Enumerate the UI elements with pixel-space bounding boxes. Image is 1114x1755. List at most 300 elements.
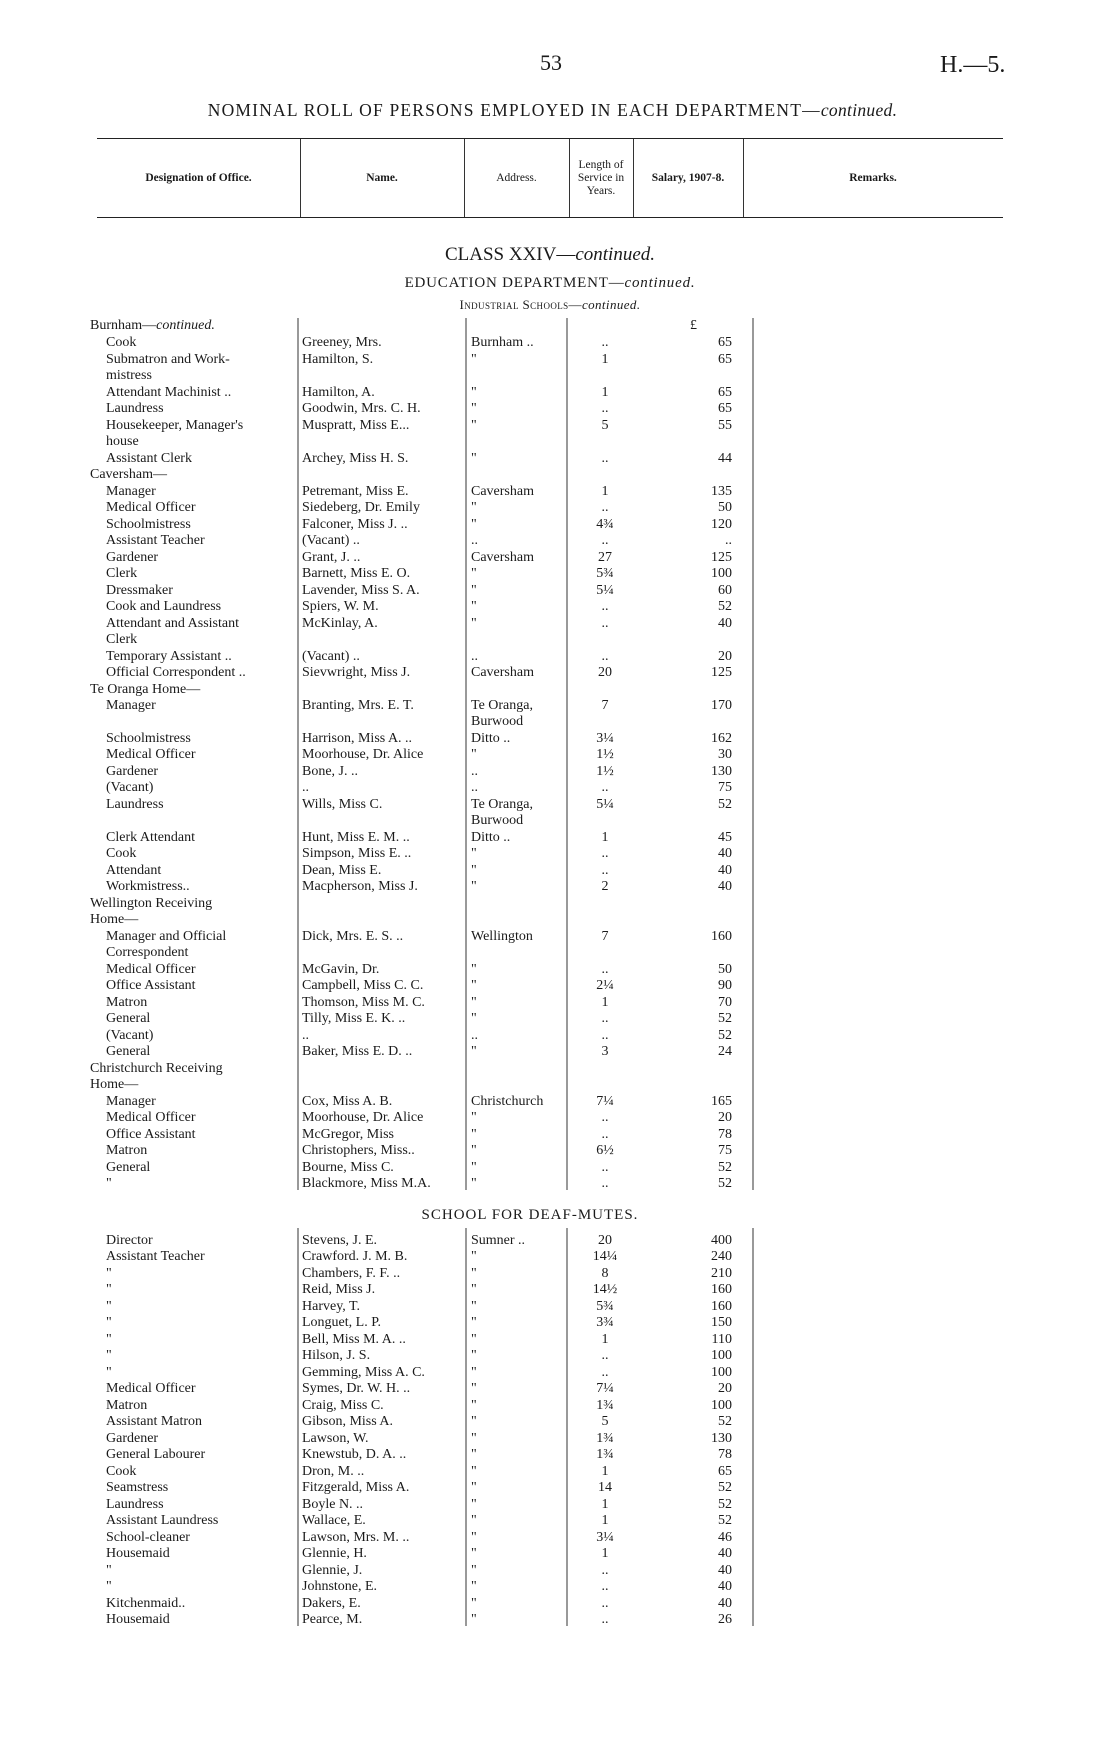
service-cell: 14½ — [592, 1282, 618, 1297]
name-cell: Cox, Miss A. B. — [302, 1094, 393, 1109]
address-cell: " — [471, 1480, 477, 1495]
designation-cell: Attendant and Assistant — [106, 616, 239, 631]
table-row — [0, 813, 1114, 830]
name-cell: Wills, Miss C. — [302, 797, 383, 812]
name-cell: Thomson, Miss M. C. — [302, 995, 425, 1010]
address-cell: " — [471, 451, 477, 466]
salary-cell: 40 — [718, 846, 732, 861]
table-row — [0, 830, 1114, 847]
designation-cell: Cook — [106, 846, 137, 861]
name-cell: McGregor, Miss — [302, 1127, 394, 1142]
table-row — [0, 1266, 1114, 1283]
designation-cell: Workmistress.. — [106, 879, 190, 894]
service-cell: 1¾ — [596, 1398, 614, 1413]
designation-cell: Temporary Assistant .. — [106, 649, 232, 664]
designation-cell: Matron — [106, 995, 148, 1010]
salary-cell: 160 — [711, 1299, 732, 1314]
designation-cell: Burnham—continued. — [90, 318, 215, 333]
header-remarks: Remarks. — [849, 171, 897, 184]
service-cell: 7¼ — [596, 1381, 614, 1396]
name-cell: Reid, Miss J. — [302, 1282, 376, 1297]
service-cell: 3¾ — [596, 1315, 614, 1330]
designation-cell: Wellington Receiving — [90, 896, 213, 911]
address-cell: " — [471, 1563, 477, 1578]
table-row — [0, 632, 1114, 649]
address-cell: " — [471, 1596, 477, 1611]
table-row — [0, 978, 1114, 995]
name-cell: Sievwright, Miss J. — [302, 665, 411, 680]
service-cell: .. — [601, 599, 609, 614]
service-cell: .. — [601, 846, 609, 861]
designation-cell: Assistant Teacher — [106, 1249, 205, 1264]
sub-heading: Industrial Schools—continued. — [459, 297, 641, 312]
designation-cell: General — [106, 1160, 151, 1175]
service-cell: .. — [601, 1596, 609, 1611]
address-cell: " — [471, 1612, 477, 1627]
table-row — [0, 912, 1114, 929]
service-cell: 1 — [601, 385, 609, 400]
address-cell: " — [471, 1447, 477, 1462]
service-cell: 14¼ — [592, 1249, 618, 1264]
table-row — [0, 517, 1114, 534]
table-row — [0, 682, 1114, 699]
service-cell: 7¼ — [596, 1094, 614, 1109]
table-row — [0, 599, 1114, 616]
header-name: Name. — [366, 171, 398, 184]
name-cell: Barnett, Miss E. O. — [302, 566, 411, 581]
address-cell: Sumner .. — [471, 1233, 526, 1248]
address-cell: Ditto .. — [471, 830, 511, 845]
service-cell: 7 — [601, 929, 609, 944]
table-row — [0, 1447, 1114, 1464]
service-cell: .. — [601, 1348, 609, 1363]
name-cell: Branting, Mrs. E. T. — [302, 698, 414, 713]
designation-cell: " — [106, 1176, 112, 1191]
salary-cell: 45 — [718, 830, 732, 845]
salary-cell: 78 — [718, 1127, 732, 1142]
table-row — [0, 335, 1114, 352]
name-cell: Tilly, Miss E. K. .. — [302, 1011, 406, 1026]
salary-cell: 160 — [711, 929, 732, 944]
designation-cell: " — [106, 1332, 112, 1347]
service-cell: .. — [601, 401, 609, 416]
table-row — [0, 929, 1114, 946]
table-row — [0, 1596, 1114, 1613]
table-row — [0, 385, 1114, 402]
salary-cell: 135 — [711, 484, 732, 499]
table-row — [0, 896, 1114, 913]
salary-cell: 52 — [718, 1011, 732, 1026]
table-row — [0, 665, 1114, 682]
address-cell: Burnham .. — [471, 335, 534, 350]
designation-cell: " — [106, 1348, 112, 1363]
designation-cell: Medical Officer — [106, 500, 196, 515]
name-cell: Petremant, Miss E. — [302, 484, 409, 499]
name-cell: Johnstone, E. — [302, 1579, 378, 1594]
address-cell: " — [471, 1497, 477, 1512]
designation-cell: General — [106, 1044, 151, 1059]
header-length-of-service: Length of Service in Years. — [577, 158, 625, 197]
table-row — [0, 1497, 1114, 1514]
salary-cell: 78 — [718, 1447, 732, 1462]
service-cell: 8 — [601, 1266, 609, 1281]
address-cell: " — [471, 1381, 477, 1396]
service-cell: 5¾ — [596, 566, 614, 581]
designation-cell: " — [106, 1315, 112, 1330]
salary-cell: 65 — [718, 1464, 732, 1479]
address-cell: " — [471, 1249, 477, 1264]
table-row — [0, 1365, 1114, 1382]
salary-cell: 40 — [718, 1596, 732, 1611]
designation-cell: Caversham— — [90, 467, 167, 482]
table-row — [0, 1249, 1114, 1266]
designation-cell: Submatron and Work- — [106, 352, 230, 367]
address-cell: " — [471, 1127, 477, 1142]
salary-cell: 400 — [711, 1233, 732, 1248]
table-row — [0, 1579, 1114, 1596]
service-cell: 5 — [601, 418, 609, 433]
service-cell: 3¼ — [596, 731, 614, 746]
name-cell: Bell, Miss M. A. .. — [302, 1332, 406, 1347]
designation-cell: Home— — [90, 912, 139, 927]
name-cell: Bone, J. .. — [302, 764, 358, 779]
service-cell: .. — [601, 1011, 609, 1026]
address-cell: Wellington — [471, 929, 533, 944]
table-row — [0, 1612, 1114, 1629]
name-cell: Lawson, W. — [302, 1431, 369, 1446]
service-cell: 6½ — [596, 1143, 614, 1158]
service-cell: .. — [601, 780, 609, 795]
designation-cell: Attendant — [106, 863, 162, 878]
address-cell: Caversham — [471, 484, 534, 499]
salary-cell: 100 — [711, 1398, 732, 1413]
name-cell: Glennie, H. — [302, 1546, 367, 1561]
name-cell: (Vacant) .. — [302, 533, 360, 548]
designation-cell: Manager — [106, 698, 156, 713]
name-cell: Hamilton, A. — [302, 385, 375, 400]
table-row — [0, 1315, 1114, 1332]
designation-cell: Dressmaker — [106, 583, 173, 598]
address-cell: " — [471, 1431, 477, 1446]
designation-cell: Housekeeper, Manager's — [106, 418, 244, 433]
table-row — [0, 484, 1114, 501]
designation-cell: Cook and Laundress — [106, 599, 222, 614]
name-cell: Bourne, Miss C. — [302, 1160, 394, 1175]
address-cell: Te Oranga, — [471, 698, 533, 713]
salary-cell: 52 — [718, 599, 732, 614]
address-cell: " — [471, 1143, 477, 1158]
service-cell: 1 — [601, 1464, 609, 1479]
salary-cell: 160 — [711, 1282, 732, 1297]
designation-cell: Seamstress — [106, 1480, 169, 1495]
table-row — [0, 995, 1114, 1012]
table-row — [0, 698, 1114, 715]
address-cell: " — [471, 1414, 477, 1429]
designation-cell: Assistant Matron — [106, 1414, 203, 1429]
table-row — [0, 1282, 1114, 1299]
designation-cell: " — [106, 1579, 112, 1594]
address-cell: Burwood — [471, 813, 524, 828]
name-cell: Hilson, J. S. — [302, 1348, 371, 1363]
name-cell: Greeney, Mrs. — [302, 335, 382, 350]
designation-cell: General — [106, 1011, 151, 1026]
address-cell: " — [471, 599, 477, 614]
service-cell: 3 — [601, 1044, 609, 1059]
name-cell: Knewstub, D. A. .. — [302, 1447, 407, 1462]
name-cell: Christophers, Miss.. — [302, 1143, 415, 1158]
address-cell: " — [471, 1160, 477, 1175]
address-cell: " — [471, 1579, 477, 1594]
address-cell: " — [471, 500, 477, 515]
salary-cell: 110 — [711, 1332, 732, 1347]
salary-cell: 40 — [718, 616, 732, 631]
table-row — [0, 1563, 1114, 1580]
service-cell: 4¾ — [596, 517, 614, 532]
table-row — [0, 550, 1114, 567]
address-cell: " — [471, 1266, 477, 1281]
name-cell: Wallace, E. — [302, 1513, 366, 1528]
service-cell: .. — [601, 335, 609, 350]
table-row — [0, 352, 1114, 369]
salary-cell: 40 — [718, 879, 732, 894]
service-cell: 3¼ — [596, 1530, 614, 1545]
service-cell: 1¾ — [596, 1447, 614, 1462]
address-cell: " — [471, 566, 477, 581]
designation-cell: Housemaid — [106, 1546, 170, 1561]
table-row — [0, 1160, 1114, 1177]
designation-cell: Assistant Clerk — [106, 451, 192, 466]
service-cell: 1 — [601, 830, 609, 845]
salary-cell: 20 — [718, 1110, 732, 1125]
address-cell: Christchurch — [471, 1094, 544, 1109]
service-cell: 5¼ — [596, 583, 614, 598]
service-cell: 1 — [601, 1332, 609, 1347]
address-cell: " — [471, 583, 477, 598]
salary-cell: 165 — [711, 1094, 732, 1109]
salary-cell: 52 — [718, 1497, 732, 1512]
designation-cell: Correspondent — [106, 945, 189, 960]
table-row — [0, 1431, 1114, 1448]
table-row — [0, 1546, 1114, 1563]
name-cell: Baker, Miss E. D. .. — [302, 1044, 413, 1059]
address-cell: " — [471, 962, 477, 977]
name-cell: Archey, Miss H. S. — [302, 451, 409, 466]
address-cell: Caversham — [471, 550, 534, 565]
address-cell: " — [471, 978, 477, 993]
name-cell: Gibson, Miss A. — [302, 1414, 394, 1429]
name-cell: Harrison, Miss A. .. — [302, 731, 413, 746]
address-cell: " — [471, 1332, 477, 1347]
address-cell: .. — [471, 764, 478, 779]
service-cell: 5 — [601, 1414, 609, 1429]
salary-cell: 52 — [718, 797, 732, 812]
salary-cell: 40 — [718, 863, 732, 878]
salary-cell: 130 — [711, 1431, 732, 1446]
service-cell: .. — [601, 1160, 609, 1175]
address-cell: " — [471, 385, 477, 400]
name-cell: Boyle N. .. — [302, 1497, 364, 1512]
header-salary: Salary, 1907-8. — [651, 171, 725, 184]
service-cell: .. — [601, 1110, 609, 1125]
service-cell: .. — [601, 1028, 609, 1043]
salary-cell: 210 — [711, 1266, 732, 1281]
table-row — [0, 1464, 1114, 1481]
table-row — [0, 368, 1114, 385]
salary-cell: 20 — [718, 649, 732, 664]
salary-cell: 162 — [711, 731, 732, 746]
service-cell: .. — [601, 1579, 609, 1594]
name-cell: Campbell, Miss C. C. — [302, 978, 424, 993]
table-row — [0, 533, 1114, 550]
salary-cell: 46 — [718, 1530, 732, 1545]
table-row — [0, 747, 1114, 764]
table-row — [0, 616, 1114, 633]
name-cell: Longuet, L. P. — [302, 1315, 381, 1330]
service-cell: 1½ — [596, 747, 614, 762]
class-heading: CLASS XXIV—continued. — [444, 244, 656, 265]
salary-cell: 75 — [718, 1143, 732, 1158]
salary-cell: 100 — [711, 1348, 732, 1363]
address-cell: .. — [471, 533, 478, 548]
address-cell: Caversham — [471, 665, 534, 680]
designation-cell: Manager and Official — [106, 929, 227, 944]
designation-cell: Medical Officer — [106, 962, 196, 977]
name-cell: Dakers, E. — [302, 1596, 361, 1611]
designation-cell: Laundress — [106, 1497, 164, 1512]
name-cell: Stevens, J. E. — [302, 1233, 378, 1248]
designation-cell: (Vacant) — [106, 1028, 154, 1043]
table-row — [0, 863, 1114, 880]
table-row — [0, 1348, 1114, 1365]
name-cell: Dean, Miss E. — [302, 863, 382, 878]
salary-cell: 50 — [718, 962, 732, 977]
table-row — [0, 467, 1114, 484]
address-cell: .. — [471, 649, 478, 664]
service-cell: 2 — [601, 879, 609, 894]
name-cell: Craig, Miss C. — [302, 1398, 384, 1413]
name-cell: Grant, J. .. — [302, 550, 361, 565]
table-row — [0, 566, 1114, 583]
salary-cell: 24 — [718, 1044, 732, 1059]
address-cell: " — [471, 1176, 477, 1191]
service-cell: 1¾ — [596, 1431, 614, 1446]
service-cell: .. — [601, 1127, 609, 1142]
designation-cell: house — [106, 434, 139, 449]
address-cell: " — [471, 863, 477, 878]
salary-cell: 120 — [711, 517, 732, 532]
service-cell: 27 — [598, 550, 612, 565]
salary-cell: 240 — [711, 1249, 732, 1264]
table-row — [0, 1077, 1114, 1094]
table-row — [0, 401, 1114, 418]
name-cell: Fitzgerald, Miss A. — [302, 1480, 410, 1495]
address-cell: " — [471, 1513, 477, 1528]
address-cell: " — [471, 1464, 477, 1479]
salary-cell: 125 — [711, 665, 732, 680]
table-row — [0, 1414, 1114, 1431]
table-row — [0, 731, 1114, 748]
designation-cell: Schoolmistress — [106, 517, 191, 532]
table-row — [0, 945, 1114, 962]
salary-cell: 52 — [718, 1028, 732, 1043]
designation-cell: " — [106, 1266, 112, 1281]
address-cell: Burwood — [471, 714, 524, 729]
salary-cell: 26 — [718, 1612, 732, 1627]
name-cell: Siedeberg, Dr. Emily — [302, 500, 420, 515]
service-cell: 1 — [601, 995, 609, 1010]
address-cell: " — [471, 1011, 477, 1026]
designation-cell: Home— — [90, 1077, 139, 1092]
name-cell: .. — [302, 1028, 309, 1043]
service-cell: 5¼ — [596, 797, 614, 812]
service-cell: .. — [601, 1612, 609, 1627]
table-row — [0, 1332, 1114, 1349]
name-cell: Dron, M. .. — [302, 1464, 365, 1479]
designation-cell: Medical Officer — [106, 1110, 196, 1125]
address-cell: " — [471, 1044, 477, 1059]
table-row — [0, 583, 1114, 600]
table-row — [0, 1110, 1114, 1127]
table-row — [0, 500, 1114, 517]
designation-cell: Laundress — [106, 401, 164, 416]
address-cell: Te Oranga, — [471, 797, 533, 812]
name-cell: Spiers, W. M. — [302, 599, 379, 614]
address-cell: " — [471, 1299, 477, 1314]
salary-cell: 40 — [718, 1546, 732, 1561]
address-cell: " — [471, 616, 477, 631]
table-row — [0, 1127, 1114, 1144]
salary-cell: 130 — [711, 764, 732, 779]
designation-cell: Laundress — [106, 797, 164, 812]
salary-cell: 60 — [718, 583, 732, 598]
designation-cell: " — [106, 1365, 112, 1380]
name-cell: Harvey, T. — [302, 1299, 361, 1314]
salary-cell: 150 — [711, 1315, 732, 1330]
service-cell: 20 — [598, 665, 612, 680]
section-heading-deaf-mutes: SCHOOL FOR DEAF-MUTES. — [421, 1207, 639, 1223]
page-title: NOMINAL ROLL OF PERSONS EMPLOYED IN EACH DEPARTMENT—continued. — [207, 100, 898, 120]
document-reference: H.—5. — [940, 52, 1006, 78]
designation-cell: Manager — [106, 1094, 156, 1109]
table-row — [0, 1028, 1114, 1045]
designation-cell: Director — [106, 1233, 153, 1248]
salary-cell: 52 — [718, 1480, 732, 1495]
table-row — [0, 1094, 1114, 1111]
service-cell: .. — [601, 962, 609, 977]
salary-cell: 65 — [718, 385, 732, 400]
service-cell: 14 — [598, 1480, 612, 1495]
name-cell: Hunt, Miss E. M. .. — [302, 830, 410, 845]
table-row — [0, 797, 1114, 814]
service-cell: 1 — [601, 484, 609, 499]
name-cell: Macpherson, Miss J. — [302, 879, 418, 894]
service-cell: 2¼ — [596, 978, 614, 993]
table-row — [0, 1398, 1114, 1415]
name-cell: Moorhouse, Dr. Alice — [302, 747, 424, 762]
name-cell: Goodwin, Mrs. C. H. — [302, 401, 421, 416]
designation-cell: (Vacant) — [106, 780, 154, 795]
designation-cell: Gardener — [106, 764, 159, 779]
salary-cell: 65 — [718, 352, 732, 367]
table-row — [0, 1530, 1114, 1547]
salary-cell: 40 — [718, 1563, 732, 1578]
address-cell: " — [471, 1398, 477, 1413]
address-cell: " — [471, 747, 477, 762]
table-row — [0, 1513, 1114, 1530]
salary-cell: 52 — [718, 1513, 732, 1528]
table-row — [0, 1299, 1114, 1316]
designation-cell: Clerk — [106, 566, 138, 581]
